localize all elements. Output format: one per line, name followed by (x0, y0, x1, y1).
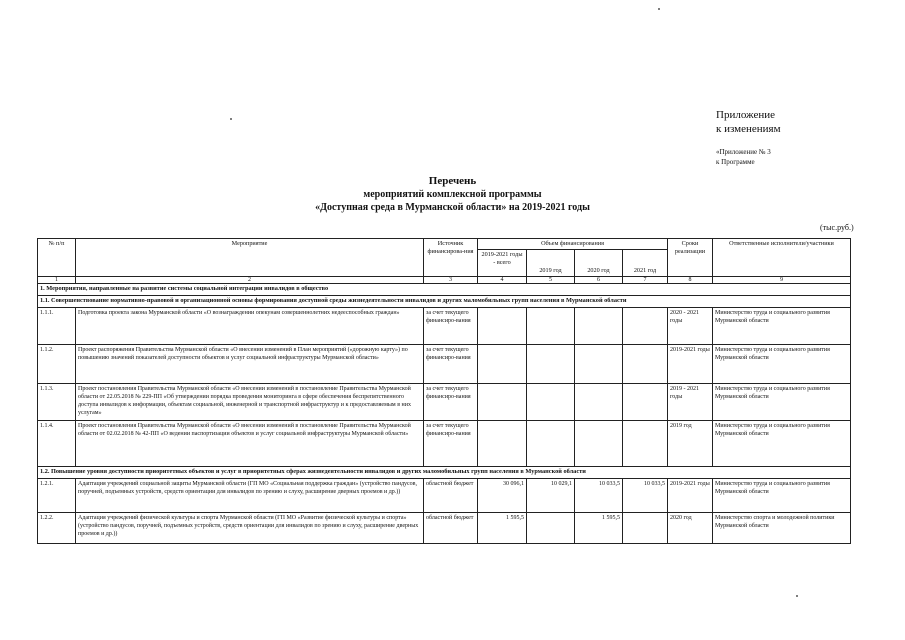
table-row (38, 421, 851, 467)
table-row (38, 308, 851, 345)
title-line3: «Доступная среда в Мурманской области» на 2019-2021 годы (315, 202, 590, 213)
row-2020: 10 033,5 (575, 479, 623, 513)
table-row (38, 384, 851, 421)
subsection-row (38, 467, 851, 479)
row-source: областной бюджет (424, 479, 478, 513)
col-number: 4 (478, 277, 527, 284)
row-num: 1.1.1. (38, 308, 76, 345)
row-resp: Министерство труда и социального развития Мурманской области (713, 345, 851, 384)
row-event: Подготовка проекта закона Мурманской области «О вознаграждении опекунам совершеннолетних недееспособных граждан» (76, 308, 424, 345)
row-event: Адаптация учреждений социальной защиты Мурманской области (ГП МО «Социальная поддержка граждан» (устройство пандусов, поручней, подъемных устройств, средств ориентации для инвалидов по зрению и слуху, расширение дверных проемов и др.)) (76, 479, 424, 513)
row-num: 1.1.3. (38, 384, 76, 421)
row-2021 (623, 384, 668, 421)
units-label: (тыс.руб.) (820, 223, 854, 232)
scan-speck (796, 595, 798, 597)
header-num: № п/п (38, 239, 76, 277)
scan-speck (230, 118, 232, 120)
row-2019 (527, 384, 575, 421)
row-event: Проект постановления Правительства Мурманской области «О внесении изменений в постановление Правительства Мурманской области от 22.05.2018 № 229-ПП «Об утверждении порядка проведения мониторинга в сфере обеспечения беспрепятственного доступа инвалидов к информации, объектам социальной, инженерной и транспортной инфраструктур и к предоставляемым в них услугам» (76, 384, 424, 421)
row-2020 (575, 308, 623, 345)
title-line1: Перечень (428, 175, 477, 187)
row-resp: Министерство труда и социального развития Мурманской области (713, 384, 851, 421)
table-row (38, 479, 851, 513)
col-number: 7 (623, 277, 668, 284)
col-number: 9 (713, 277, 851, 284)
header-source: Источник финансирова-ния (424, 239, 478, 277)
row-2021: 10 033,5 (623, 479, 668, 513)
appendix-sub2: к Программе (716, 158, 755, 166)
row-source: за счет текущего финансиро-вания (424, 421, 478, 467)
table-row (38, 345, 851, 384)
row-num: 1.2.2. (38, 513, 76, 544)
row-resp: Министерство спорта и молодежной политики Мурманской области (713, 513, 851, 544)
row-total: 30 096,1 (478, 479, 527, 513)
row-term: 2019 год (668, 421, 713, 467)
title-line2: мероприятий комплексной программы (363, 189, 542, 200)
header-2019: 2019 год (527, 250, 575, 277)
row-2021 (623, 345, 668, 384)
appendix-sub1: «Приложение № 3 (716, 148, 771, 156)
row-2020 (575, 345, 623, 384)
header-2020: 2020 год (575, 250, 623, 277)
row-term: 2020 год (668, 513, 713, 544)
header-funding: Объем финансирования (478, 239, 668, 250)
row-2020 (575, 421, 623, 467)
row-term: 2019 - 2021 годы (668, 384, 713, 421)
col-number: 6 (575, 277, 623, 284)
row-term: 2019-2021 годы (668, 345, 713, 384)
appendix-line1: Приложение (716, 109, 776, 121)
row-event: Проект распоряжения Правительства Мурманской области «О внесении изменений в План мероприятий («дорожную карту») по повышению значений показателей доступности объектов и услуг социальной инфраструктуры Мурманской области» (76, 345, 424, 384)
row-num: 1.1.4. (38, 421, 76, 467)
row-total (478, 384, 527, 421)
col-number: 3 (424, 277, 478, 284)
row-source: областной бюджет (424, 513, 478, 544)
row-source: за счет текущего финансиро-вания (424, 384, 478, 421)
row-num: 1.1.2. (38, 345, 76, 384)
header-total: 2019-2021 годы - всего (478, 250, 527, 277)
row-total (478, 345, 527, 384)
subsection-row (38, 296, 851, 308)
col-number: 8 (668, 277, 713, 284)
header-event: Мероприятие (76, 239, 424, 277)
row-term: 2020 - 2021 годы (668, 308, 713, 345)
section-row (38, 284, 851, 296)
row-2020: 1 595,5 (575, 513, 623, 544)
row-term: 2019-2021 годы (668, 479, 713, 513)
row-2019 (527, 308, 575, 345)
col-number: 1 (38, 277, 76, 284)
row-2019: 10 029,1 (527, 479, 575, 513)
row-resp: Министерство труда и социального развития Мурманской области (713, 479, 851, 513)
row-total: 1 595,5 (478, 513, 527, 544)
subsection-1-2-heading: 1.2. Повышение уровня доступности приоритетных объектов и услуг в приоритетных сферах жизнедеятельности инвалидов и других маломобильных групп населения в Мурманской области (38, 467, 851, 479)
row-2021 (623, 308, 668, 345)
header-term: Сроки реализации (668, 239, 713, 277)
col-number: 5 (527, 277, 575, 284)
row-2021 (623, 421, 668, 467)
measures-table (37, 238, 851, 544)
appendix-line2: к изменениям (716, 123, 781, 135)
row-event: Проект постановления Правительства Мурманской области «О внесении изменений в постановление Правительства Мурманской области от 02.02.2018 № 42-ПП «О ведении паспортизации объектов и услуг социальной инфраструктуры Мурманской области» (76, 421, 424, 467)
table-row (38, 513, 851, 544)
scan-speck (658, 8, 660, 10)
subsection-1-1-heading: 1.1. Совершенствование нормативно-правовой и организационной основы формирования доступной среды жизнедеятельности инвалидов и других маломобильных групп населения в Мурманской области (38, 296, 851, 308)
row-2020 (575, 384, 623, 421)
row-source: за счет текущего финансиро-вания (424, 345, 478, 384)
row-total (478, 421, 527, 467)
row-resp: Министерство труда и социального развития Мурманской области (713, 308, 851, 345)
row-total (478, 308, 527, 345)
row-2019 (527, 345, 575, 384)
header-resp: Ответственные исполнители/участники (713, 239, 851, 277)
col-number: 2 (76, 277, 424, 284)
column-number-row (38, 277, 851, 284)
header-row (38, 239, 851, 250)
row-2021 (623, 513, 668, 544)
appendix-sub-block (716, 147, 771, 167)
appendix-block (716, 108, 781, 136)
row-2019 (527, 513, 575, 544)
header-2021: 2021 год (623, 250, 668, 277)
row-source: за счет текущего финансиро-вания (424, 308, 478, 345)
row-event: Адаптация учреждений физической культуры и спорта Мурманской области (ГП МО «Развитие физической культуры и спорта» (устройство пандусов, поручней, подъемных устройств, средств ориентации для инвалидов по зрению и слуху, расширение дверных проемов и др.)) (76, 513, 424, 544)
section-1-heading: 1. Мероприятия, направленные на развитие системы социальной интеграции инвалидов в общество (38, 284, 851, 296)
row-2019 (527, 421, 575, 467)
row-resp: Министерство труда и социального развития Мурманской области (713, 421, 851, 467)
row-num: 1.2.1. (38, 479, 76, 513)
